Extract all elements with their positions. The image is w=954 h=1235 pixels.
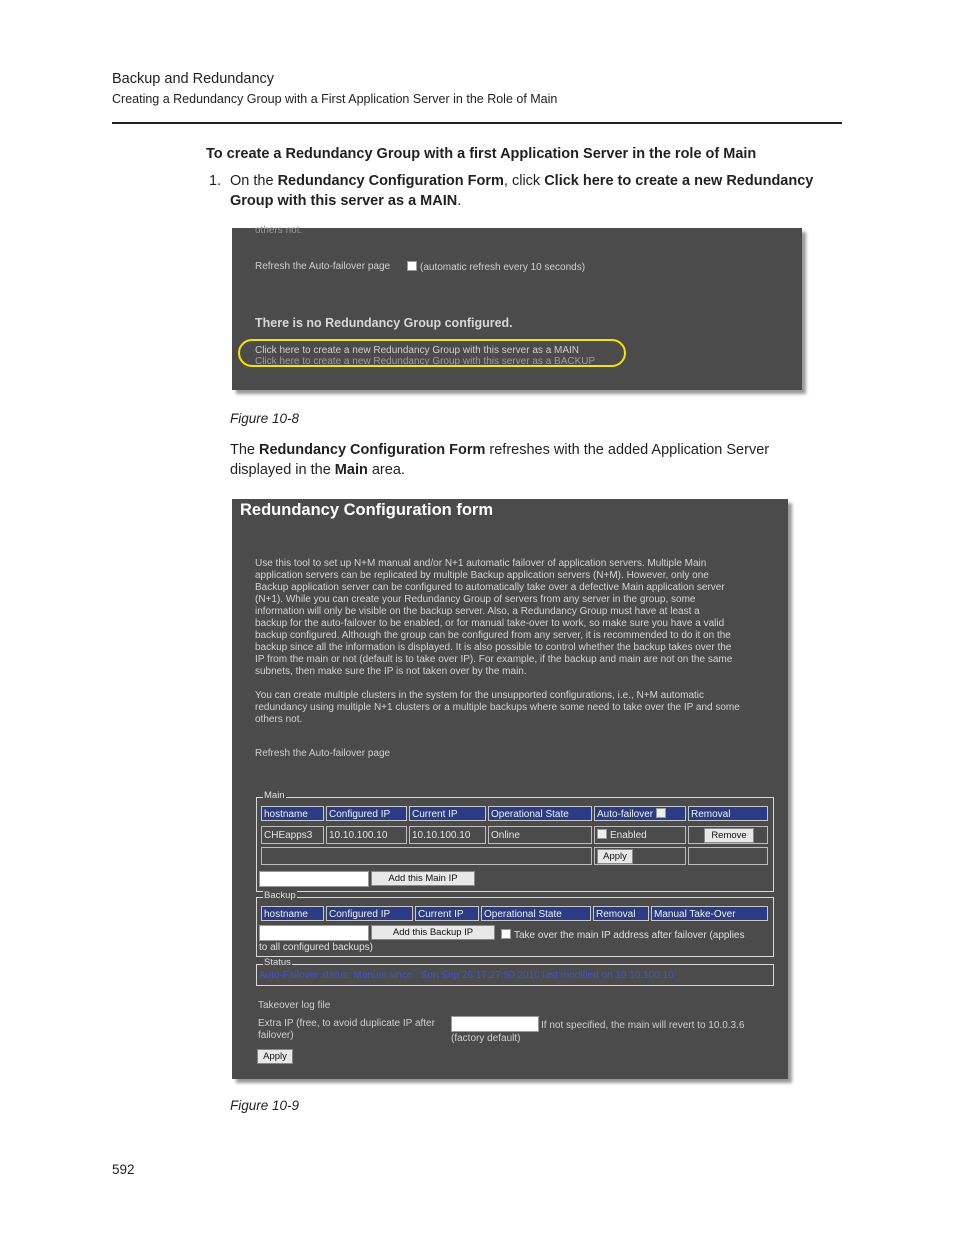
auto-failover-header-label: Auto-failover — [597, 809, 654, 820]
main-header-configured-ip: Configured IP — [326, 806, 407, 821]
takeover-ip-label: Take over the main IP address after failover (applies — [514, 930, 745, 941]
para-pre: The — [230, 442, 260, 458]
desc-line: IP from the main or not (default is to take over IP). For example, if the backup and main are not on the same — [255, 654, 733, 665]
desc-line: application servers can be replicated by multiple Backup application servers (N+M). However, only one — [255, 570, 709, 581]
main-apply-row-left — [261, 847, 592, 865]
desc-line: subnets, then make sure the IP is not taken over by the main. — [255, 666, 527, 677]
backup-header-operational-state: Operational State — [481, 906, 591, 921]
status-link[interactable]: Auto-Failover status: Manual since : Sun Sep 26 17:27:50 2010 last modified on 10.10.100.10 — [259, 970, 674, 981]
status-fieldset — [256, 957, 774, 986]
backup-fieldset — [256, 890, 774, 957]
description-block — [255, 558, 771, 678]
desc-line: information will only be visible on the backup server. Also, a Redundancy Group must have at least a — [255, 606, 700, 617]
takeover-ip-checkbox[interactable] — [501, 929, 511, 939]
create-backup-link[interactable]: Click here to create a new Redundancy Group with this server as a BACKUP — [255, 356, 596, 367]
header-rule — [112, 122, 842, 124]
figure-10-8-caption: Figure 10-8 — [230, 411, 300, 426]
refresh-checkbox-group — [407, 261, 585, 273]
backup-header-hostname: hostname — [261, 906, 324, 921]
figure-10-9-caption: Figure 10-9 — [230, 1098, 300, 1113]
no-group-message: There is no Redundancy Group configured. — [255, 316, 513, 330]
clusters-line: redundancy using multiple N+1 clusters or a multiple backups where some need to take over the IP and some — [255, 702, 740, 713]
extra-ip-label-cont: failover) — [258, 1030, 294, 1041]
main-header-operational-state: Operational State — [488, 806, 592, 821]
main-apply-button[interactable]: Apply — [597, 849, 633, 864]
backup-header-removal: Removal — [593, 906, 649, 921]
main-cell-auto-failover — [594, 826, 686, 844]
refresh-label: Refresh the Auto-failover page — [255, 261, 391, 272]
chapter-title: Backup and Redundancy — [112, 71, 275, 87]
procedure-title: To create a Redundancy Group with a first Application Server in the role of Main — [206, 146, 757, 162]
create-main-link[interactable]: Click here to create a new Redundancy Group with this server as a MAIN — [255, 345, 580, 356]
para-mid: refreshes with the added Application Server displayed in the — [230, 442, 770, 478]
figure-10-8-screenshot — [232, 225, 802, 390]
para-form-name: Redundancy Configuration Form — [259, 442, 486, 458]
main-header-auto-failover — [594, 806, 686, 821]
main-cell-operational-state: Online — [488, 826, 592, 844]
main-cell-current-ip: 10.10.100.10 — [409, 826, 486, 844]
result-paragraph — [230, 440, 830, 480]
backup-legend: Backup — [264, 890, 296, 901]
cut-off-text: others not. — [255, 225, 303, 236]
step-link-name: Click here to create a new Redundancy Group with this server as a MAIN — [230, 173, 814, 209]
enabled-checkbox[interactable] — [597, 829, 607, 839]
main-apply-row-right — [688, 847, 768, 865]
refresh-note: (automatic refresh every 10 seconds) — [420, 262, 586, 273]
backup-header-manual-takeover: Manual Take-Over — [651, 906, 768, 921]
main-cell-hostname: CHEapps3 — [261, 826, 324, 844]
step-form-name: Redundancy Configuration Form — [277, 173, 504, 189]
main-header-hostname: hostname — [261, 806, 324, 821]
form-title: Redundancy Configuration form — [240, 501, 493, 519]
backup-ip-input[interactable] — [259, 925, 369, 941]
main-header-removal: Removal — [688, 806, 768, 821]
clusters-line: others not. — [255, 714, 303, 725]
figure-10-9-screenshot — [232, 499, 788, 1079]
add-main-ip-button[interactable]: Add this Main IP — [371, 871, 475, 886]
extra-ip-input[interactable] — [451, 1016, 539, 1032]
step-text-post: . — [457, 193, 462, 209]
main-header-current-ip: Current IP — [409, 806, 486, 821]
backup-header-configured-ip: Configured IP — [326, 906, 413, 921]
step-text-mid: , click — [503, 173, 545, 189]
takeover-ip-option — [501, 929, 745, 941]
step-text-pre: On the — [230, 173, 278, 189]
clusters-block — [255, 690, 771, 726]
desc-line: backup since all the information is displayed. It is also possible to control whether the backup takes over the — [255, 642, 732, 653]
enabled-label: Enabled — [610, 830, 647, 841]
takeover-ip-label-cont: to all configured backups) — [259, 942, 373, 953]
para-post: area. — [367, 462, 405, 478]
page-number: 592 — [112, 1162, 135, 1177]
desc-line: Backup application server can be configured to automatically take over a defective Main application server — [255, 582, 725, 593]
desc-line: (N+1). While you can create your Redundancy Group of servers from any server in the group, some — [255, 594, 696, 605]
extra-ip-note: If not specified, the main will revert to 10.0.3.6 — [541, 1020, 745, 1031]
highlight-oval — [238, 339, 626, 367]
backup-header-current-ip: Current IP — [415, 906, 479, 921]
status-legend: Status — [264, 957, 291, 968]
section-title: Creating a Redundancy Group with a First Application Server in the Role of Main — [112, 92, 558, 106]
desc-line: Use this tool to set up N+M manual and/or N+1 automatic failover of application servers. Multiple Main — [255, 558, 707, 569]
main-fieldset — [256, 790, 774, 892]
step-text — [230, 171, 850, 211]
add-backup-ip-button[interactable]: Add this Backup IP — [371, 925, 495, 940]
remove-button[interactable]: Remove — [704, 828, 754, 843]
desc-line: backup for the auto-failover to be enabled, or for manual take-over to work, so make sure you have a valid — [255, 618, 725, 629]
clusters-line: You can create multiple clusters in the system for the unsupported configurations, i.e., N+M automatic — [255, 690, 705, 701]
refresh-label: Refresh the Auto-failover page — [255, 748, 391, 759]
extra-ip-apply-button[interactable]: Apply — [257, 1049, 293, 1064]
factory-default-note: (factory default) — [451, 1033, 521, 1044]
step-number: 1. — [209, 173, 222, 189]
extra-ip-label: Extra IP (free, to avoid duplicate IP after — [258, 1018, 435, 1029]
refresh-checkbox[interactable] — [407, 261, 417, 271]
main-ip-input[interactable] — [259, 871, 369, 887]
auto-failover-all-checkbox[interactable] — [656, 808, 666, 818]
takeover-log-link[interactable]: Takeover log file — [258, 1000, 331, 1011]
desc-line: backup configured. Although the group can be configured from any server, it is recommended to do it on the — [255, 630, 731, 641]
main-cell-configured-ip: 10.10.100.10 — [326, 826, 407, 844]
para-area-name: Main — [334, 462, 368, 478]
main-legend: Main — [264, 790, 285, 801]
